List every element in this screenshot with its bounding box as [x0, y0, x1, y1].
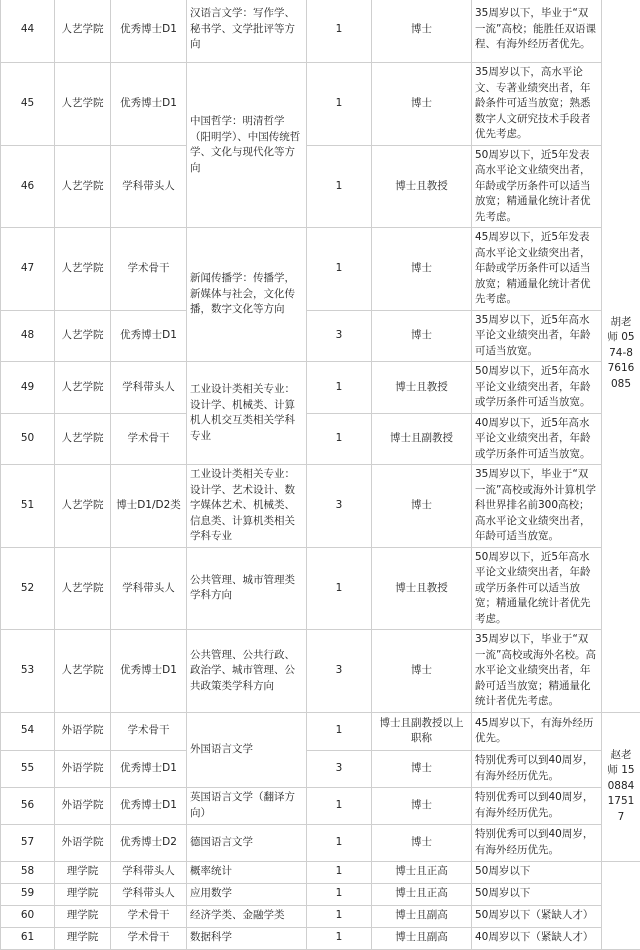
- requirement-cell: 35周岁以下，毕业于“双一流”高校或海外名校。高水平论文业绩突出者，年龄可适当放宽；精通量化统计者优先考虑。: [472, 630, 602, 713]
- count-cell: 1: [307, 824, 372, 861]
- row-number-cell: 61: [1, 927, 55, 949]
- table-row: [1, 712, 640, 750]
- college-cell: 理学院: [55, 883, 111, 905]
- row-number-cell: 52: [1, 547, 55, 630]
- table-row: [1, 927, 640, 949]
- table-row: [1, 547, 640, 630]
- position-cell: 学科带头人: [111, 547, 187, 630]
- college-cell: 外语学院: [55, 824, 111, 861]
- table-row: [1, 362, 640, 414]
- degree-cell: 博士: [372, 824, 472, 861]
- position-cell: 学术骨干: [111, 905, 187, 927]
- requirement-cell: 50周岁以下，近5年高水平论文业绩突出者，年龄或学历条件可以适当放宽；精通量化统计者优先考虑。: [472, 547, 602, 630]
- count-cell: 1: [307, 547, 372, 630]
- college-cell: 人艺学院: [55, 362, 111, 414]
- count-cell: 1: [307, 861, 372, 883]
- count-cell: 3: [307, 310, 372, 362]
- count-cell: 1: [307, 905, 372, 927]
- position-cell: 优秀博士D1: [111, 0, 187, 63]
- position-cell: 优秀博士D1: [111, 310, 187, 362]
- major-cell: 新闻传播学：传播学，新媒体与社会，文化传播，数字文化等方向: [187, 228, 307, 362]
- count-cell: 3: [307, 630, 372, 713]
- requirement-cell: 40周岁以下，近5年高水平论文业绩突出者，年龄或学历条件可适当放宽。: [472, 413, 602, 465]
- college-cell: 人艺学院: [55, 145, 111, 228]
- row-number-cell: 49: [1, 362, 55, 414]
- major-cell: 中国哲学：明清哲学（阳明学）、中国传统哲学、文化与现代化等方向: [187, 63, 307, 228]
- major-cell: 工业设计类相关专业：设计学、机械类、计算机人机交互类相关学科专业: [187, 362, 307, 465]
- row-number-cell: 46: [1, 145, 55, 228]
- major-cell: 工业设计类相关专业：设计学、艺术设计、数字媒体艺术、机械类、信息类、计算机类相关学科专业: [187, 465, 307, 548]
- college-cell: 人艺学院: [55, 0, 111, 63]
- table-row: [1, 310, 640, 362]
- table-row: [1, 824, 640, 861]
- position-cell: 学科带头人: [111, 145, 187, 228]
- major-cell: 德国语言文学: [187, 824, 307, 861]
- position-cell: 优秀博士D1: [111, 787, 187, 824]
- count-cell: 1: [307, 787, 372, 824]
- major-cell: 汉语言文学：写作学、秘书学、文学批评等方向: [187, 0, 307, 63]
- count-cell: 1: [307, 362, 372, 414]
- table-row: [1, 630, 640, 713]
- degree-cell: 博士: [372, 630, 472, 713]
- table-row: [1, 787, 640, 824]
- count-cell: 3: [307, 465, 372, 548]
- position-cell: 学术骨干: [111, 228, 187, 311]
- count-cell: 1: [307, 413, 372, 465]
- college-cell: 人艺学院: [55, 63, 111, 146]
- requirement-cell: 50周岁以下，近5年高水平论文业绩突出者，年龄或学历条件可适当放宽。: [472, 362, 602, 414]
- requirement-cell: 35周岁以下，近5年高水平论文业绩突出者，年龄可适当放宽。: [472, 310, 602, 362]
- row-number-cell: 53: [1, 630, 55, 713]
- contact-cell: 赵老师 15088417517: [602, 712, 640, 861]
- row-number-cell: 57: [1, 824, 55, 861]
- table-row: [1, 465, 640, 548]
- position-cell: 优秀博士D1: [111, 630, 187, 713]
- college-cell: 人艺学院: [55, 413, 111, 465]
- degree-cell: 博士且副教授: [372, 413, 472, 465]
- degree-cell: 博士且副教授以上职称: [372, 712, 472, 750]
- requirement-cell: 35周岁以下，毕业于“双一流”高校；能胜任双语课程、有海外经历者优先。: [472, 0, 602, 63]
- college-cell: 理学院: [55, 905, 111, 927]
- contact-cell: 胡老师 0574-87616085: [602, 0, 640, 712]
- table-row: [1, 145, 640, 228]
- count-cell: 1: [307, 883, 372, 905]
- position-cell: 学科带头人: [111, 883, 187, 905]
- major-cell: 英国语言文学（翻译方向）: [187, 787, 307, 824]
- degree-cell: 博士且正高: [372, 861, 472, 883]
- row-number-cell: 58: [1, 861, 55, 883]
- count-cell: 3: [307, 750, 372, 787]
- count-cell: 1: [307, 228, 372, 311]
- count-cell: 1: [307, 712, 372, 750]
- position-cell: 优秀博士D2: [111, 824, 187, 861]
- college-cell: 人艺学院: [55, 465, 111, 548]
- degree-cell: 博士: [372, 310, 472, 362]
- position-cell: 学科带头人: [111, 861, 187, 883]
- table-row: [1, 905, 640, 927]
- college-cell: 人艺学院: [55, 310, 111, 362]
- count-cell: 1: [307, 63, 372, 146]
- requirement-cell: 45周岁以下，近5年发表高水平论文业绩突出者，年龄或学历条件可以适当放宽；精通量化统计者优先考虑。: [472, 228, 602, 311]
- requirement-cell: 50周岁以下（紧缺人才）: [472, 905, 602, 927]
- degree-cell: 博士且教授: [372, 362, 472, 414]
- row-number-cell: 59: [1, 883, 55, 905]
- row-number-cell: 56: [1, 787, 55, 824]
- degree-cell: 博士: [372, 750, 472, 787]
- college-cell: 理学院: [55, 861, 111, 883]
- college-cell: 外语学院: [55, 712, 111, 750]
- requirement-cell: 50周岁以下: [472, 883, 602, 905]
- table-row: [1, 0, 640, 63]
- requirement-cell: 45周岁以下，有海外经历优先。: [472, 712, 602, 750]
- college-cell: 人艺学院: [55, 228, 111, 311]
- requirement-cell: 特别优秀可以到40周岁，有海外经历优先。: [472, 787, 602, 824]
- degree-cell: 博士: [372, 228, 472, 311]
- count-cell: 1: [307, 145, 372, 228]
- table-row: [1, 883, 640, 905]
- position-cell: 优秀博士D1: [111, 63, 187, 146]
- degree-cell: 博士且教授: [372, 547, 472, 630]
- position-cell: 优秀博士D1: [111, 750, 187, 787]
- degree-cell: 博士且副高: [372, 905, 472, 927]
- major-cell: 经济学类、金融学类: [187, 905, 307, 927]
- college-cell: 人艺学院: [55, 547, 111, 630]
- major-cell: 应用数学: [187, 883, 307, 905]
- row-number-cell: 55: [1, 750, 55, 787]
- position-cell: 学术骨干: [111, 927, 187, 949]
- degree-cell: 博士: [372, 787, 472, 824]
- college-cell: 外语学院: [55, 750, 111, 787]
- degree-cell: 博士且副高: [372, 927, 472, 949]
- table-row: [1, 63, 640, 146]
- row-number-cell: 51: [1, 465, 55, 548]
- table-row: [1, 228, 640, 311]
- row-number-cell: 48: [1, 310, 55, 362]
- position-cell: 学科带头人: [111, 362, 187, 414]
- table-row: [1, 750, 640, 787]
- table-row: [1, 413, 640, 465]
- row-number-cell: 44: [1, 0, 55, 63]
- row-number-cell: 60: [1, 905, 55, 927]
- count-cell: 1: [307, 927, 372, 949]
- major-cell: 公共管理、城市管理类学科方向: [187, 547, 307, 630]
- major-cell: 外国语言文学: [187, 712, 307, 787]
- position-cell: 学术骨干: [111, 413, 187, 465]
- position-cell: 学术骨干: [111, 712, 187, 750]
- college-cell: 人艺学院: [55, 630, 111, 713]
- major-cell: 概率统计: [187, 861, 307, 883]
- row-number-cell: 50: [1, 413, 55, 465]
- requirement-cell: 50周岁以下，近5年发表高水平论文业绩突出者，年龄或学历条件可以适当放宽；精通量化统计者优先考虑。: [472, 145, 602, 228]
- degree-cell: 博士: [372, 0, 472, 63]
- requirement-cell: 特别优秀可以到40周岁，有海外经历优先。: [472, 750, 602, 787]
- degree-cell: 博士: [372, 63, 472, 146]
- degree-cell: 博士: [372, 465, 472, 548]
- degree-cell: 博士且正高: [372, 883, 472, 905]
- requirement-cell: 特别优秀可以到40周岁，有海外经历优先。: [472, 824, 602, 861]
- row-number-cell: 45: [1, 63, 55, 146]
- degree-cell: 博士且教授: [372, 145, 472, 228]
- position-cell: 博士D1/D2类: [111, 465, 187, 548]
- college-cell: 外语学院: [55, 787, 111, 824]
- requirement-cell: 50周岁以下: [472, 861, 602, 883]
- contact-cell: [602, 861, 640, 949]
- major-cell: 数据科学: [187, 927, 307, 949]
- row-number-cell: 54: [1, 712, 55, 750]
- requirement-cell: 35周岁以下，毕业于“双一流”高校或海外计算机学科世界排名前300高校；高水平论文业绩突出者，年龄可适当放宽。: [472, 465, 602, 548]
- table-row: [1, 861, 640, 883]
- major-cell: 公共管理、公共行政、政治学、城市管理、公共政策类学科方向: [187, 630, 307, 713]
- requirement-cell: 40周岁以下（紧缺人才）: [472, 927, 602, 949]
- college-cell: 理学院: [55, 927, 111, 949]
- row-number-cell: 47: [1, 228, 55, 311]
- requirement-cell: 35周岁以下，高水平论文、专著业绩突出者，年龄条件可适当放宽；熟悉数字人文研究技术手段者优先考虑。: [472, 63, 602, 146]
- count-cell: 1: [307, 0, 372, 63]
